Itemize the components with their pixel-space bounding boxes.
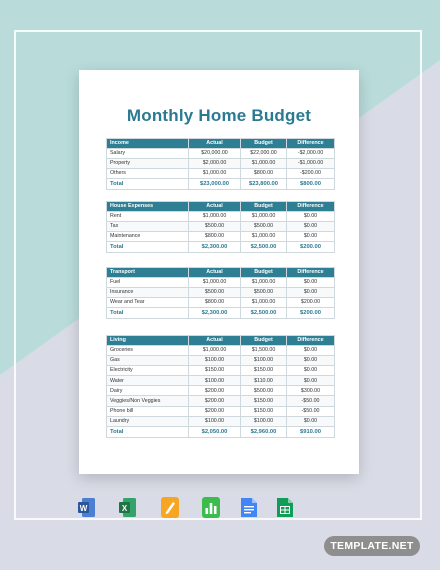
row-label: Tax: [107, 221, 189, 231]
actual-cell: $1,000.00: [189, 168, 241, 178]
section-title: Income: [107, 139, 189, 149]
row-label: Phone bill: [107, 406, 189, 416]
table-row: [107, 396, 335, 406]
table-row: [107, 297, 335, 307]
google-docs-icon[interactable]: [240, 497, 258, 518]
difference-cell: $0.00: [287, 355, 335, 365]
row-label: Wear and Tear: [107, 297, 189, 307]
row-label: Property: [107, 158, 189, 168]
total-row: [107, 427, 335, 438]
difference-cell: $300.00: [287, 386, 335, 396]
table-row: [107, 416, 335, 426]
col-header-difference: Difference: [287, 139, 335, 149]
income-table: [106, 138, 335, 190]
actual-cell: $1,000.00: [189, 277, 241, 287]
total-row: [107, 179, 335, 190]
budget-cell: $1,000.00: [241, 158, 287, 168]
budget-cell: $1,000.00: [241, 231, 287, 241]
budget-cell: $800.00: [241, 168, 287, 178]
difference-cell: -$2,000.00: [287, 148, 335, 158]
total-label: Total: [107, 427, 189, 438]
section-title: Living: [107, 336, 189, 346]
budget-cell: $500.00: [241, 287, 287, 297]
actual-cell: $200.00: [189, 386, 241, 396]
difference-cell: $0.00: [287, 231, 335, 241]
document-title: Monthly Home Budget: [126, 106, 312, 125]
actual-cell: $100.00: [189, 376, 241, 386]
difference-cell: -$50.00: [287, 396, 335, 406]
difference-cell: $0.00: [287, 416, 335, 426]
difference-cell: -$1,000.00: [287, 158, 335, 168]
actual-cell: $20,000.00: [189, 148, 241, 158]
word-icon[interactable]: [78, 497, 96, 518]
total-difference: $800.00: [287, 179, 335, 190]
actual-cell: $200.00: [189, 396, 241, 406]
table-row: [107, 365, 335, 375]
table-header-row: [107, 268, 335, 278]
table-row: [107, 386, 335, 396]
row-label: Rent: [107, 211, 189, 221]
row-label: Salary: [107, 148, 189, 158]
actual-cell: $100.00: [189, 355, 241, 365]
total-difference: $200.00: [287, 308, 335, 319]
table-header-row: [107, 202, 335, 212]
actual-cell: $1,000.00: [189, 345, 241, 355]
col-header-difference: Difference: [287, 202, 335, 212]
svg-text:W: W: [79, 503, 88, 513]
table-header-row: [107, 139, 335, 149]
col-header-actual: Actual: [189, 336, 241, 346]
row-label: Groceries: [107, 345, 189, 355]
row-label: Veggies/Non Veggies: [107, 396, 189, 406]
excel-icon[interactable]: [119, 497, 137, 518]
col-header-difference: Difference: [287, 268, 335, 278]
row-label: Fuel: [107, 277, 189, 287]
difference-cell: $0.00: [287, 376, 335, 386]
google-sheets-icon[interactable]: [276, 497, 294, 518]
difference-cell: $0.00: [287, 277, 335, 287]
transport-table: [106, 267, 335, 319]
actual-cell: $500.00: [189, 287, 241, 297]
budget-cell: $100.00: [241, 416, 287, 426]
total-budget: $2,960.00: [241, 427, 287, 438]
section-title: Transport: [107, 268, 189, 278]
table-header-row: [107, 336, 335, 346]
budget-cell: $1,500.00: [241, 345, 287, 355]
budget-cell: $150.00: [241, 406, 287, 416]
template-net-badge[interactable]: TEMPLATE.NET: [324, 536, 420, 556]
actual-cell: $500.00: [189, 221, 241, 231]
difference-cell: $0.00: [287, 345, 335, 355]
total-difference: $200.00: [287, 242, 335, 253]
difference-cell: $0.00: [287, 287, 335, 297]
difference-cell: $0.00: [287, 211, 335, 221]
difference-cell: $0.00: [287, 365, 335, 375]
svg-text:X: X: [121, 503, 128, 513]
budget-cell: $150.00: [241, 396, 287, 406]
row-label: Water: [107, 376, 189, 386]
total-label: Total: [107, 179, 189, 190]
actual-cell: $150.00: [189, 365, 241, 375]
table-row: [107, 221, 335, 231]
total-actual: $2,050.00: [189, 427, 241, 438]
table-row: [107, 287, 335, 297]
table-row: [107, 406, 335, 416]
table-row: [107, 345, 335, 355]
budget-cell: $1,000.00: [241, 211, 287, 221]
house-expenses-table: [106, 201, 335, 253]
table-row: [107, 355, 335, 365]
actual-cell: $100.00: [189, 416, 241, 426]
budget-document: [79, 70, 359, 474]
table-row: [107, 158, 335, 168]
col-header-budget: Budget: [241, 268, 287, 278]
col-header-budget: Budget: [241, 139, 287, 149]
pages-icon[interactable]: [161, 497, 179, 518]
actual-cell: $1,000.00: [189, 211, 241, 221]
total-row: [107, 308, 335, 319]
numbers-icon[interactable]: [202, 497, 220, 518]
col-header-actual: Actual: [189, 202, 241, 212]
actual-cell: $800.00: [189, 297, 241, 307]
budget-cell: $22,000.00: [241, 148, 287, 158]
budget-cell: $1,000.00: [241, 277, 287, 287]
row-label: Insurance: [107, 287, 189, 297]
table-row: [107, 231, 335, 241]
difference-cell: $200.00: [287, 297, 335, 307]
total-row: [107, 242, 335, 253]
budget-cell: $500.00: [241, 386, 287, 396]
total-actual: $2,300.00: [189, 242, 241, 253]
table-row: [107, 277, 335, 287]
section-title: House Expenses: [107, 202, 189, 212]
total-label: Total: [107, 308, 189, 319]
row-label: Others: [107, 168, 189, 178]
table-row: [107, 148, 335, 158]
row-label: Maintenance: [107, 231, 189, 241]
total-budget: $2,500.00: [241, 308, 287, 319]
total-budget: $23,800.00: [241, 179, 287, 190]
budget-cell: $500.00: [241, 221, 287, 231]
actual-cell: $800.00: [189, 231, 241, 241]
difference-cell: $0.00: [287, 221, 335, 231]
table-row: [107, 168, 335, 178]
difference-cell: -$200.00: [287, 168, 335, 178]
total-label: Total: [107, 242, 189, 253]
col-header-budget: Budget: [241, 336, 287, 346]
col-header-budget: Budget: [241, 202, 287, 212]
total-difference: $910.00: [287, 427, 335, 438]
total-budget: $2,500.00: [241, 242, 287, 253]
budget-cell: $110.00: [241, 376, 287, 386]
row-label: Electricity: [107, 365, 189, 375]
col-header-difference: Difference: [287, 336, 335, 346]
total-actual: $23,000.00: [189, 179, 241, 190]
col-header-actual: Actual: [189, 268, 241, 278]
living-table: [106, 335, 335, 438]
budget-cell: $150.00: [241, 365, 287, 375]
actual-cell: $200.00: [189, 406, 241, 416]
total-actual: $2,300.00: [189, 308, 241, 319]
difference-cell: -$50.00: [287, 406, 335, 416]
col-header-actual: Actual: [189, 139, 241, 149]
table-row: [107, 211, 335, 221]
actual-cell: $2,000.00: [189, 158, 241, 168]
table-row: [107, 376, 335, 386]
row-label: Dairy: [107, 386, 189, 396]
budget-cell: $100.00: [241, 355, 287, 365]
budget-cell: $1,000.00: [241, 297, 287, 307]
row-label: Gas: [107, 355, 189, 365]
row-label: Laundry: [107, 416, 189, 426]
